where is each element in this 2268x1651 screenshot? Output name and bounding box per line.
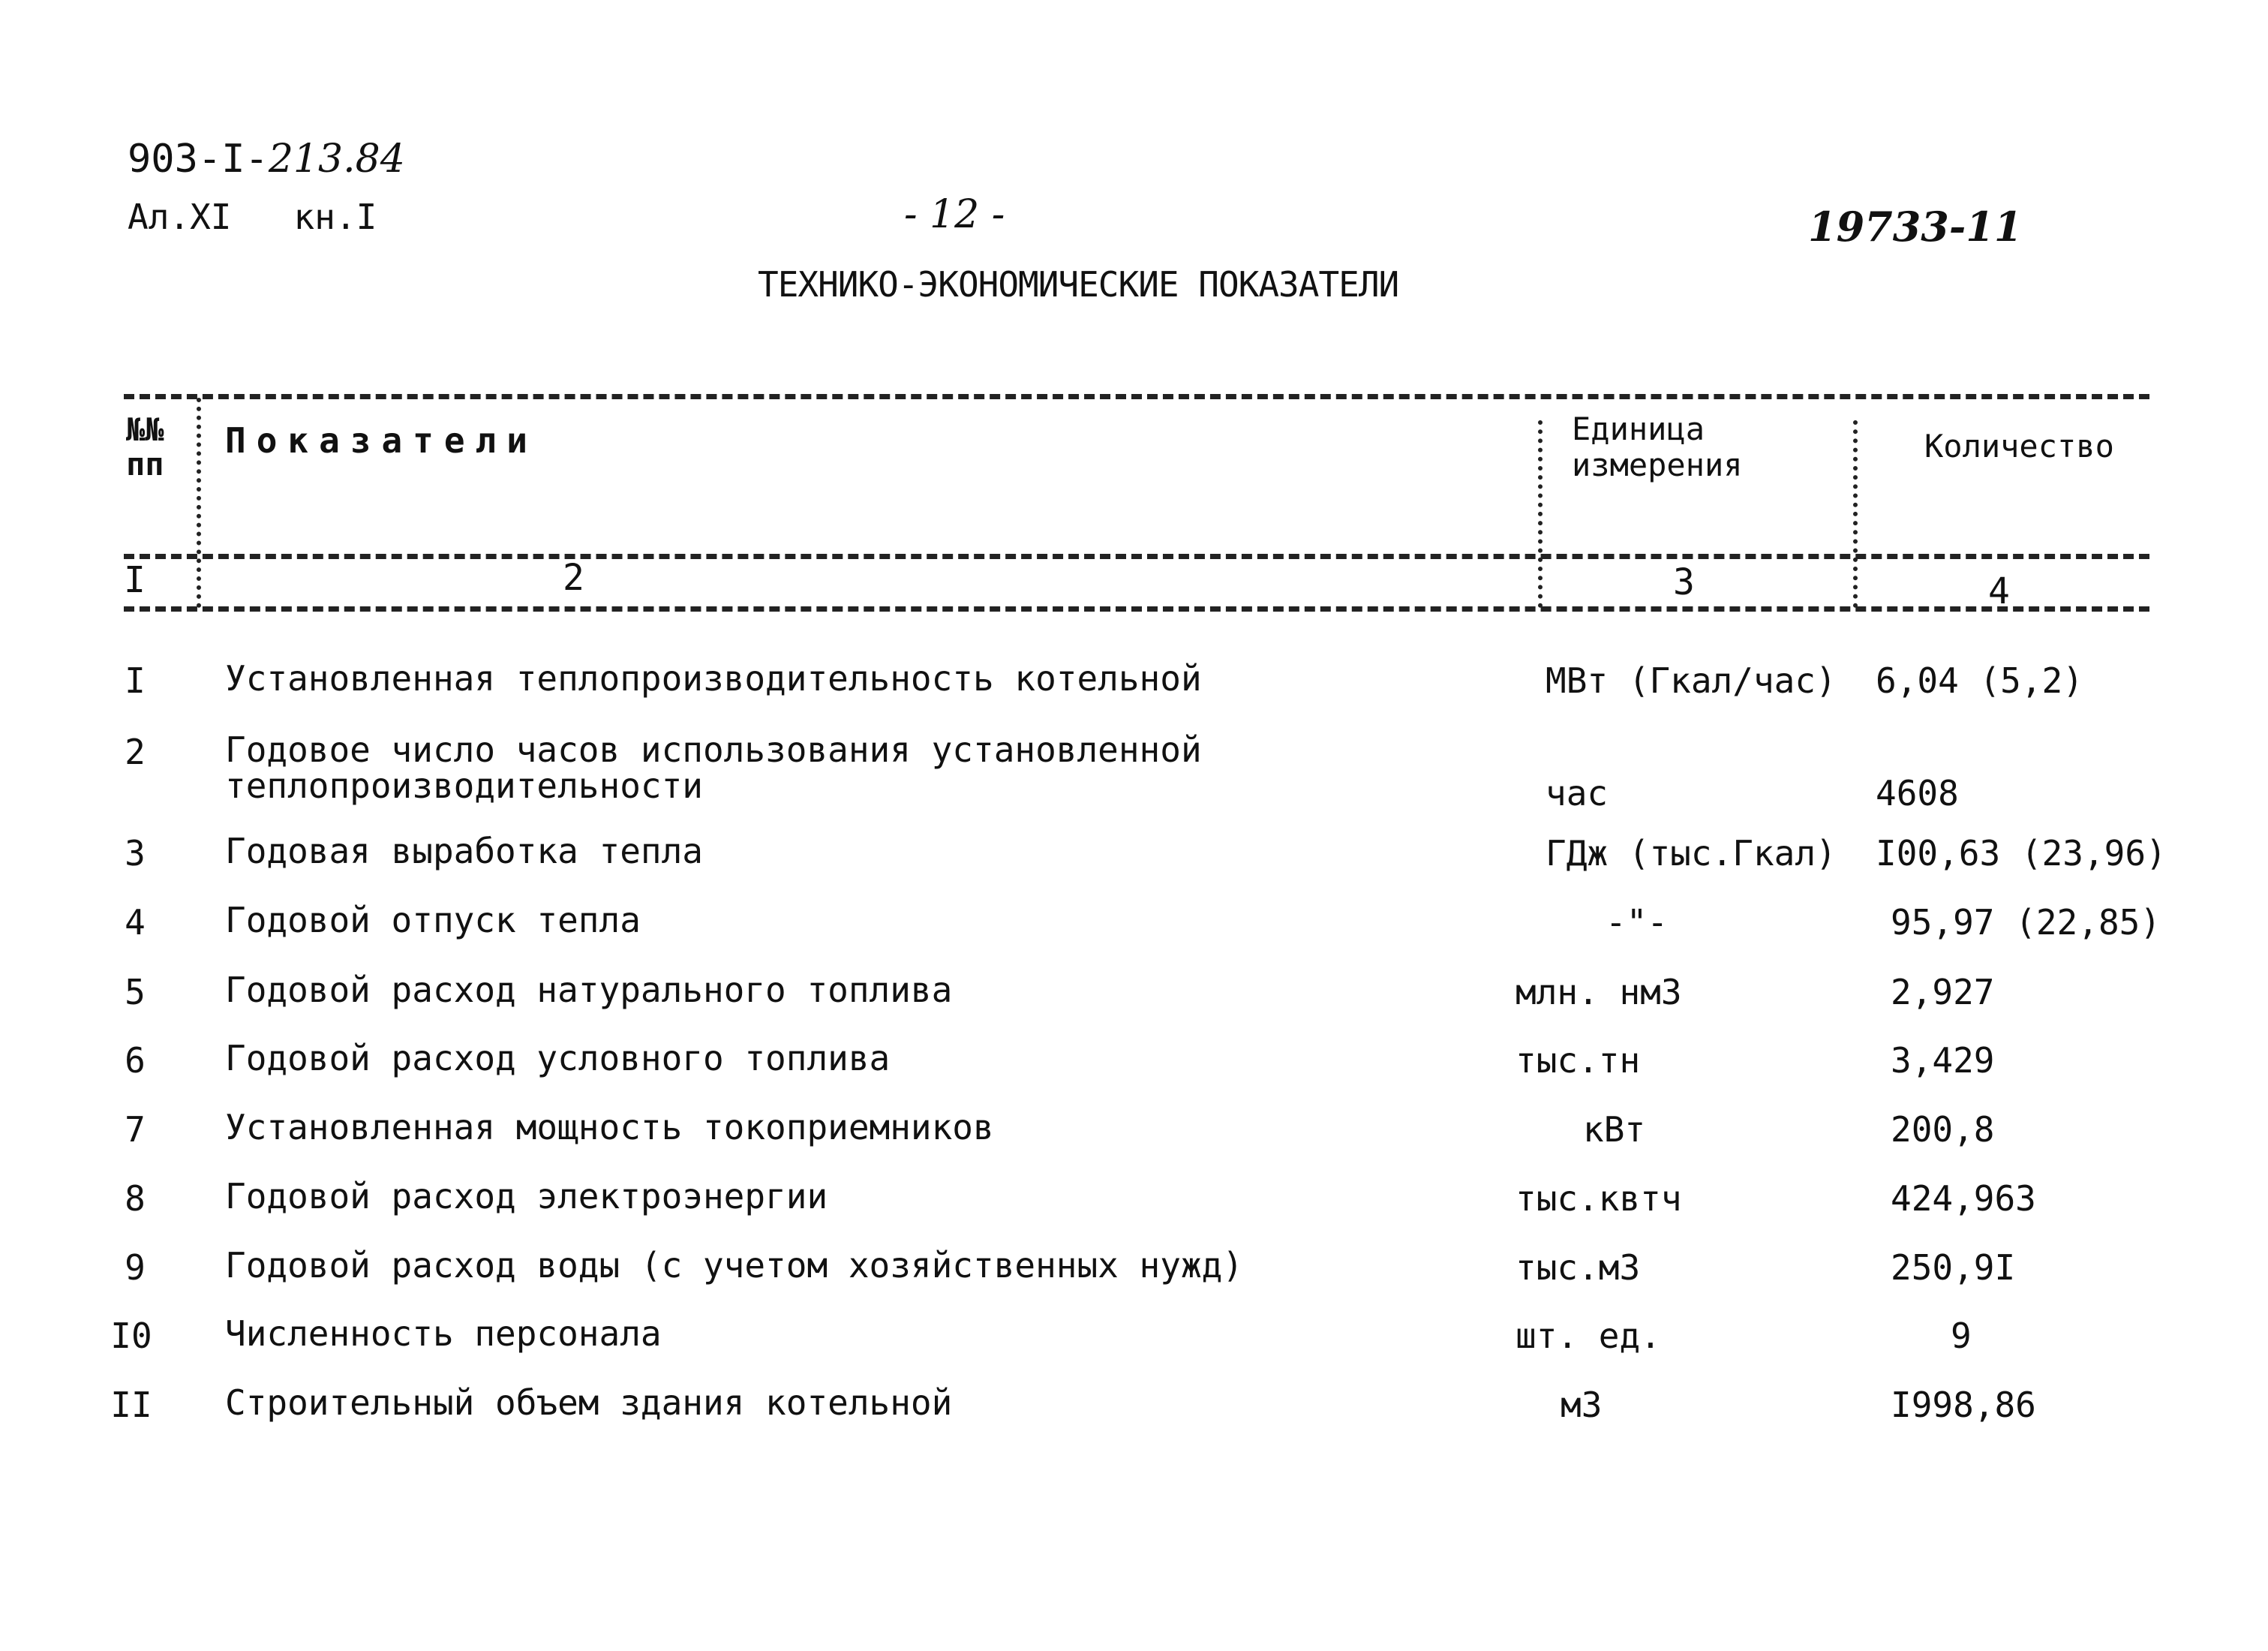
album-book-label: Ал.XI кн.I (128, 197, 377, 237)
row-unit: МВт (Гкал/час) (1546, 660, 1837, 701)
row-unit: м3 (1561, 1385, 1603, 1425)
row-indicator: Годовое число часов использования установленной теплопроизводительности (225, 729, 1202, 806)
row-quantity: 200,8 (1891, 1109, 1995, 1150)
row-number: 3 (125, 833, 146, 874)
row-unit: час (1546, 773, 1609, 813)
row-number: 9 (125, 1247, 146, 1288)
row-quantity: 250,9I (1891, 1247, 2016, 1288)
row-indicator: Годовая выработка тепла (225, 831, 703, 871)
column-number-1: I (124, 559, 146, 601)
row-indicator: Численность персонала (225, 1313, 662, 1354)
row-number: 7 (125, 1109, 146, 1150)
header-quantity: Количество (1924, 428, 2114, 465)
row-quantity: 95,97 (22,85) (1891, 902, 2161, 943)
row-number: 4 (125, 902, 146, 943)
row-unit: млн. нм3 (1516, 972, 1682, 1012)
column-divider-3 (1853, 420, 1858, 608)
row-indicator: Установленная теплопроизводительность котельной (225, 658, 1202, 699)
row-quantity: 424,963 (1891, 1178, 2036, 1219)
document-code-prefix: 903-I- (128, 137, 269, 182)
row-indicator: Установленная мощность токоприемников (225, 1107, 994, 1147)
row-unit: -"- (1606, 902, 1669, 943)
row-unit: тыс.тн (1516, 1040, 1641, 1081)
column-number-4: 4 (1988, 570, 2010, 612)
row-number: I0 (110, 1316, 152, 1356)
header-unit (1572, 411, 1743, 483)
column-number-3: 3 (1673, 561, 1695, 603)
row-number: 6 (125, 1040, 146, 1081)
row-number: 2 (125, 732, 146, 772)
row-quantity: 3,429 (1891, 1040, 1995, 1081)
row-indicator: Годовой расход электроэнергии (225, 1176, 828, 1216)
document-title: ТЕХНИКО-ЭКОНОМИЧЕСКИЕ ПОКАЗАТЕЛИ (758, 264, 1399, 305)
row-number: 5 (125, 972, 146, 1012)
row-number: I (125, 660, 146, 701)
header-number (126, 413, 164, 482)
row-quantity: 9 (1951, 1316, 1972, 1356)
header-indicator: Показатели (225, 420, 538, 461)
header-number-line1: №№ (126, 411, 164, 448)
row-unit: кВт (1583, 1109, 1646, 1150)
row-quantity: 6,04 (5,2) (1876, 660, 2083, 701)
table-header-rule (124, 554, 2149, 559)
column-divider-1 (197, 398, 201, 608)
row-unit: ГДж (тыс.Гкал) (1546, 833, 1837, 874)
page-number: - 12 - (904, 192, 1005, 237)
header-unit-line1: Единица (1572, 410, 1705, 447)
header-number-line2: пп (126, 446, 164, 483)
row-quantity: 4608 (1876, 773, 1959, 813)
document-code (128, 137, 405, 182)
table-colnum-rule (124, 606, 2149, 612)
column-divider-2 (1538, 420, 1543, 608)
row-indicator: Строительный объем здания котельной (225, 1382, 953, 1423)
row-unit: тыс.м3 (1516, 1247, 1641, 1288)
table-top-rule (124, 394, 2149, 399)
header-unit-line2: измерения (1572, 447, 1743, 483)
row-indicator: Годовой расход условного топлива (225, 1038, 891, 1078)
row-quantity: I998,86 (1891, 1385, 2036, 1425)
row-indicator: Годовой расход натурального топлива (225, 970, 953, 1010)
row-indicator: Годовой отпуск тепла (225, 900, 641, 940)
row-quantity: 2,927 (1891, 972, 1995, 1012)
row-unit: тыс.квтч (1516, 1178, 1682, 1219)
column-number-2: 2 (563, 557, 584, 599)
archive-number: 19733-11 (1808, 203, 2023, 251)
row-number: II (110, 1385, 152, 1425)
row-quantity: I00,63 (23,96) (1876, 833, 2167, 874)
row-indicator: Годовой расход воды (с учетом хозяйственных нужд) (225, 1245, 1244, 1286)
row-unit: шт. ед. (1516, 1316, 1661, 1356)
row-number: 8 (125, 1178, 146, 1219)
document-code-handwritten: 213.84 (268, 137, 405, 182)
